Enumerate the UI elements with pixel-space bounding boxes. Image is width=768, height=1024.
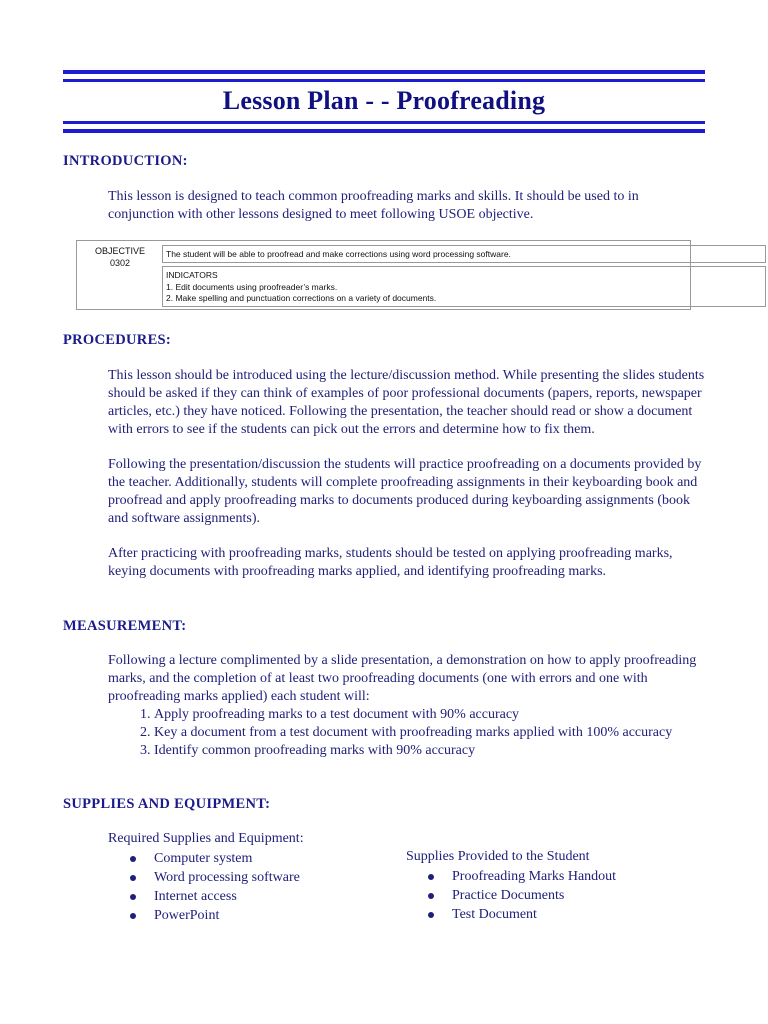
indicators-heading: INDICATORS: [166, 270, 218, 280]
list-item: [428, 905, 616, 924]
measurement-list: [110, 706, 714, 760]
required-supplies-list: [130, 849, 300, 925]
page-title: Lesson Plan - - Proofreading: [222, 86, 546, 115]
bullet-icon: [130, 894, 136, 900]
required-item-label: PowerPoint: [154, 908, 220, 923]
bullet-icon: [428, 893, 434, 899]
indicator-item: 1. Edit documents using proofreader’s marks.: [166, 281, 338, 292]
list-item: [130, 868, 300, 887]
objective-table: [76, 240, 691, 310]
indicators-cell: [162, 266, 766, 307]
list-item: [130, 849, 300, 868]
bullet-icon: [130, 913, 136, 919]
provided-supplies-heading: Supplies Provided to the Student: [406, 849, 590, 864]
procedures-paragraph: Following the presentation/discussion the students will practice proofreading on a documents provided by the teacher. Additionally, students will complete proofreading assignments in their keyboarding book and proofread and apply proofreading marks to documents produced during keyboarding assignments (book and software assignments).: [108, 457, 702, 526]
top-rule-thick: [63, 70, 705, 74]
list-item: [130, 906, 300, 925]
required-item-label: Word processing software: [154, 870, 300, 885]
procedures-paragraph: This lesson should be introduced using the lecture/discussion method. While presenting the slides students should be asked if they can think of examples of poor professional documents (papers, reports, newspaper articles, etc.) they have noticed. Following the presentation, the teacher should read or show a document with errors to see if the students can pick out the errors and determine how to fix them.: [108, 368, 705, 437]
indicator-item: 2. Make spelling and punctuation corrections on a variety of documents.: [166, 293, 437, 303]
list-item: [130, 887, 300, 906]
measurement-intro: Following a lecture complimented by a slide presentation, a demonstration on how to apply proofreading marks, and the completion of at least two proofreading documents (one with errors and one with proofreading marks applied) each student will:: [108, 653, 697, 704]
measurement-item: 3. Identify common proofreading marks with 90% accuracy: [154, 742, 714, 760]
provided-item-label: Proofreading Marks Handout: [452, 869, 617, 884]
bullet-icon: [428, 874, 434, 880]
objective-label: [81, 245, 159, 269]
objective-label-text: OBJECTIVE: [94, 246, 145, 256]
top-rule-thin: [63, 79, 705, 82]
bullet-icon: [130, 856, 136, 862]
list-item: [428, 886, 616, 905]
measurement-item: 2. Key a document from a test document with proofreading marks applied with 100% accuracy: [154, 724, 714, 742]
bottom-rule-thick: [63, 129, 705, 133]
provided-supplies-list: [428, 867, 616, 924]
measurement-item: 1. Apply proofreading marks to a test document with 90% accuracy: [154, 706, 714, 724]
bottom-rule-thin: [63, 121, 705, 124]
procedures-text: [108, 367, 708, 598]
provided-item-label: Test Document: [452, 907, 537, 922]
supplies-heading: SUPPLIES AND EQUIPMENT:: [63, 796, 271, 812]
list-item: [428, 867, 616, 886]
bullet-icon: [130, 875, 136, 881]
required-supplies-heading: Required Supplies and Equipment:: [108, 831, 304, 846]
objective-code: 0302: [109, 258, 131, 268]
provided-item-label: Practice Documents: [452, 888, 565, 903]
required-item-label: Computer system: [154, 851, 253, 866]
procedures-heading: PROCEDURES:: [63, 332, 172, 348]
measurement-heading: MEASUREMENT:: [63, 618, 187, 634]
procedures-paragraph: After practicing with proofreading marks, students should be tested on applying proofreading marks, keying documents with proofreading marks applied, and identifying proofreading marks.: [108, 546, 673, 579]
required-item-label: Internet access: [154, 889, 237, 904]
objective-statement: The student will be able to proofread and make corrections using word processing software.: [162, 245, 766, 263]
introduction-heading: INTRODUCTION:: [63, 153, 188, 169]
introduction-text: This lesson is designed to teach common proofreading marks and skills. It should be used to in conjunction with other lessons designed to meet following USOE objective.: [108, 189, 639, 222]
bullet-icon: [428, 912, 434, 918]
